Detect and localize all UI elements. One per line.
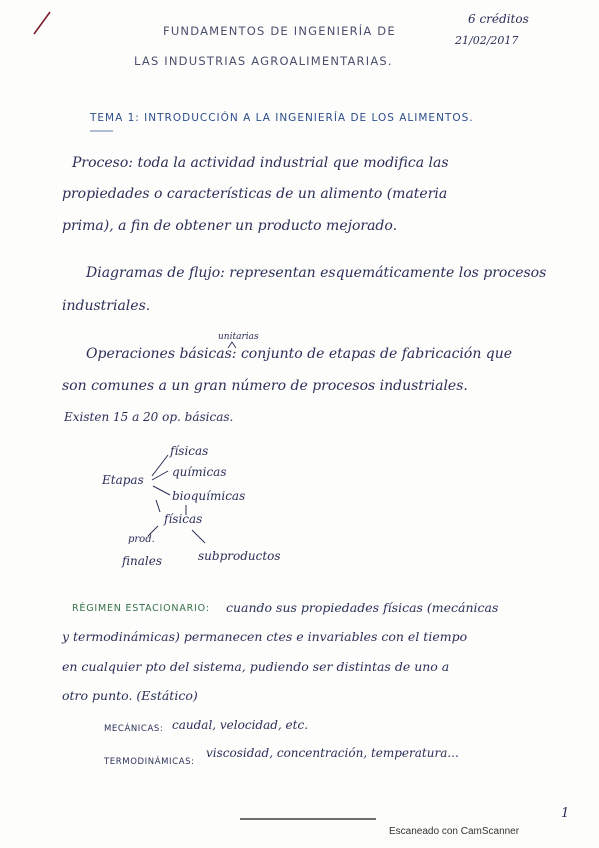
mecanicas-label: MECÁNICAS: <box>104 724 164 734</box>
regimen-line-1: cuando sus propiedades físicas (mecánicas <box>226 600 499 615</box>
date: 21/02/2017 <box>455 34 519 47</box>
etapas-label: Etapas <box>102 473 144 487</box>
prod-label: prod. <box>128 534 155 545</box>
regimen-line-3: en cualquier pto del sistema, pudiendo ser distintas de uno a <box>62 659 450 674</box>
title-line-1: FUNDAMENTOS DE INGENIERÍA DE <box>163 24 396 38</box>
regimen-line-4: otro punto. (Estático) <box>62 688 198 703</box>
etapas-item-fisicas: físicas <box>170 444 209 458</box>
title-line-2: LAS INDUSTRIAS AGROALIMENTARIAS. <box>134 54 393 68</box>
operaciones-line-1: Operaciones básicas: conjunto de etapas de fabricación que <box>86 346 513 362</box>
regimen-title: RÉGIMEN ESTACIONARIO: <box>72 603 210 614</box>
etapas-item-fisicas-2: físicas <box>164 512 203 526</box>
operaciones-line-3: Existen 15 a 20 op. básicas. <box>64 410 234 424</box>
proceso-line-2: propiedades o características de un alimento (materia <box>62 186 448 202</box>
regimen-line-2: y termodinámicas) permanecen ctes e invariables con el tiempo <box>62 629 468 644</box>
finales-label: finales <box>122 554 162 568</box>
tema-heading: TEMA 1: INTRODUCCIÓN A LA INGENIERÍA DE LOS ALIMENTOS. <box>90 112 474 124</box>
diagramas-line-2: industriales. <box>62 298 151 314</box>
operaciones-line-2: son comunes a un gran número de procesos industriales. <box>62 378 468 394</box>
proceso-line-3: prima), a fin de obtener un producto mejorado. <box>62 218 398 234</box>
page-number: 1 <box>561 806 570 821</box>
etapas-item-quimicas: químicas <box>172 465 227 479</box>
etapas-item-bioquimicas: bioquímicas <box>172 489 246 503</box>
operaciones-insert: unitarias <box>218 332 259 342</box>
camscanner-footer: Escaneado con CamScanner <box>389 826 520 837</box>
credits: 6 créditos <box>468 12 529 26</box>
termodinamicas-text: viscosidad, concentración, temperatura... <box>206 746 459 760</box>
proceso-line-1: Proceso: toda la actividad industrial que modifica las <box>72 155 449 171</box>
termodinamicas-label: TERMODINÁMICAS: <box>104 757 195 767</box>
mecanicas-text: caudal, velocidad, etc. <box>172 718 309 732</box>
subproductos-label: subproductos <box>198 549 281 563</box>
diagramas-line-1: Diagramas de flujo: representan esquemáticamente los procesos <box>86 265 547 281</box>
